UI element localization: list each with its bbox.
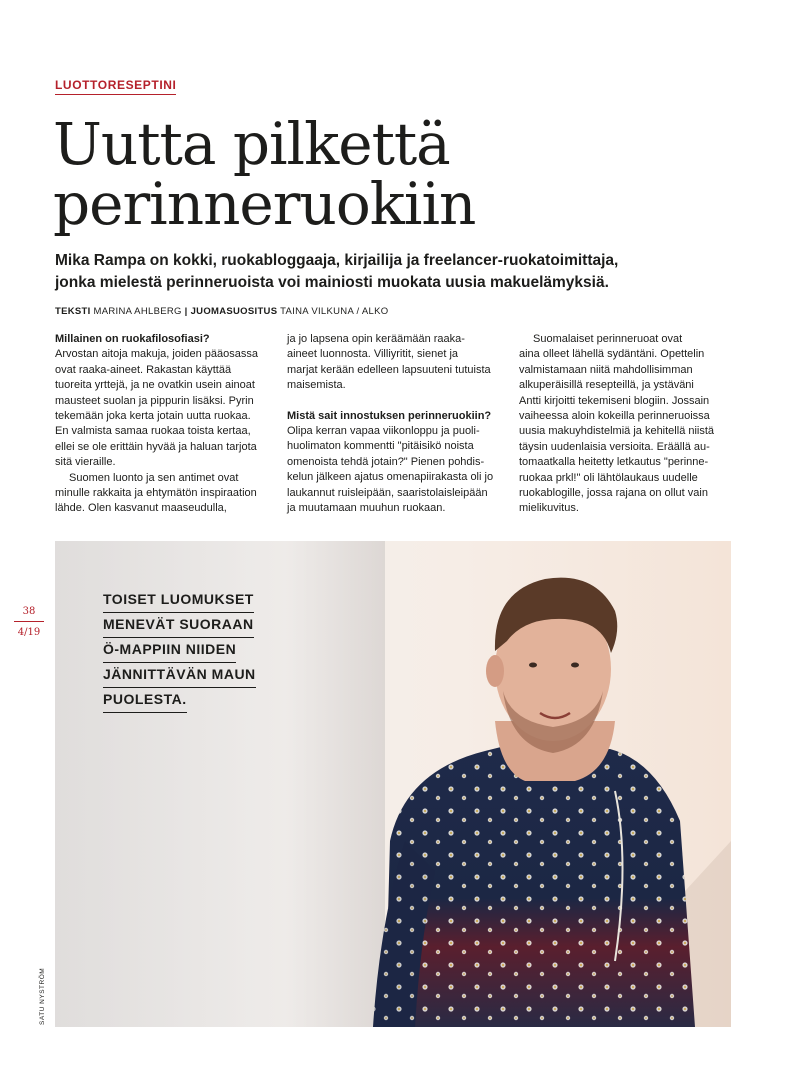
body-line: aineet luonnosta. Villiyritit, sienet ja (287, 348, 459, 361)
pull-quote-line: PUOLESTA. (103, 688, 187, 713)
body-line: ja jo lapsena opin keräämään raaka- (287, 333, 465, 345)
body-column-2 (287, 332, 507, 516)
body-line: Antti kirjoitti tekemiseni blogiin. Jossain (519, 394, 710, 407)
body-line: kelun jälkeen ajatus omenapiirakasta oli jo (287, 471, 494, 484)
title-line-2: perinneruokiin (53, 170, 476, 238)
body-line: Suomen luonto ja sen antimet ovat (69, 471, 239, 484)
question-heading-1: Millainen on ruokafilosofiasi? (55, 333, 210, 345)
page-number: 38 (14, 605, 44, 622)
photo-credit: SATU NYSTRÖM (39, 967, 46, 1025)
body-line: vaiheessa aloin kokeilla perinneruoissa (519, 410, 710, 423)
body-line: laukannut ruisleipään, saaristolaisleipään (287, 486, 488, 499)
section-kicker: LUOTTORESEPTINI (55, 78, 176, 95)
body-line: mielikuvitus. (519, 502, 579, 515)
article-title (53, 110, 753, 238)
pull-quote-line: Ö-MAPPIIN NIIDEN (103, 638, 236, 663)
body-line: ruokablogille, jossa rajana on ollut vain (519, 487, 708, 500)
body-line: mausteet suolan ja pippurin lisäksi. Pyrin (55, 394, 254, 407)
body-line: En valmista samaa ruokaa toista kertaa, (55, 425, 251, 438)
byline-text-label: TEKSTI (55, 306, 91, 317)
body-line: omenoista tehdä jotain?" Pienen pohdis- (287, 455, 485, 468)
body-line: tekemään joka kerta jotain uutta ruokaa. (55, 410, 251, 423)
lead-line-2: jonka mielestä perinneruoista voi mainiosti muokata uusia makuelämyksiä. (55, 274, 609, 291)
body-line: ovat raaka-aineet. Rakastan käyttää (55, 363, 232, 376)
pull-quote-line: MENEVÄT SUORAAN (103, 613, 254, 638)
left-eye (529, 663, 537, 668)
body-line: valmistamaan niitä mahdollisimman (519, 363, 693, 376)
body-line: sitä vieraille. (55, 456, 116, 469)
ear (486, 655, 504, 687)
body-line: Suomalaiset perinneruoat ovat (533, 333, 683, 345)
byline-separator: | (184, 306, 188, 317)
pull-quote (103, 588, 256, 713)
lead-line-1: Mika Rampa on kokki, ruokabloggaaja, kirjailija ja freelancer-ruokatoimittaja, (55, 252, 619, 269)
article-lead (55, 250, 675, 294)
body-line: lähde. Olen kasvanut maaseudulla, (55, 502, 227, 515)
body-line: alkuperäisillä resepteillä, ja ystäväni (519, 379, 694, 392)
byline (55, 306, 388, 317)
pull-quote-line: JÄNNITTÄVÄN MAUN (103, 663, 256, 688)
body-line: tuoreita yrttejä, ja ne ovatkin usein ainoat (55, 379, 255, 392)
body-line: maisemista. (287, 379, 346, 392)
question-heading-2: Mistä sait innostuksen perinneruokiin? (287, 409, 492, 422)
body-column-3 (519, 332, 739, 517)
body-line: ja muutamaan muuhun ruokaan. (287, 502, 446, 515)
body-line: ellei se ole erittäin hyvää ja haluan tarjota (55, 440, 257, 453)
right-eye (571, 663, 579, 668)
body-line: huolimaton kommentti "pitäisikö noista (287, 440, 474, 453)
byline-drink-author: TAINA VILKUNA / ALKO (280, 306, 389, 317)
byline-drink-label: JUOMASUOSITUS (190, 306, 278, 317)
body-line: minulle rakkaita ja ehtymätön inspiraation (55, 487, 257, 500)
pull-quote-line: TOISET LUOMUKSET (103, 588, 254, 613)
issue-number: 4/19 (17, 627, 41, 638)
body-line: marjat kerään edelleen lapsuuteni tutuista (287, 363, 491, 376)
body-line: tomaatkalla heitetty letkautus "perinne- (519, 456, 709, 469)
body-line: Olipa kerran vapaa viikonloppu ja puoli- (287, 425, 480, 438)
body-line: Arvostan aitoja makuja, joiden pääosassa (55, 348, 259, 361)
body-column-1 (55, 332, 275, 517)
body-line: aina olleet lähellä sydäntäni. Opettelin (519, 348, 705, 361)
folio (14, 605, 44, 640)
title-line-1: Uutta pilkettä (53, 110, 450, 178)
body-line: ruokaa prkl!" oli lähtölaukaus uudelle (519, 471, 698, 484)
body-line: uusia makuyhdistelmiä ja kehitellä niistä (519, 425, 715, 438)
byline-text-author: MARINA AHLBERG (93, 306, 182, 317)
body-line: täysin uudenlaisia versioita. Eräällä au- (519, 440, 710, 453)
